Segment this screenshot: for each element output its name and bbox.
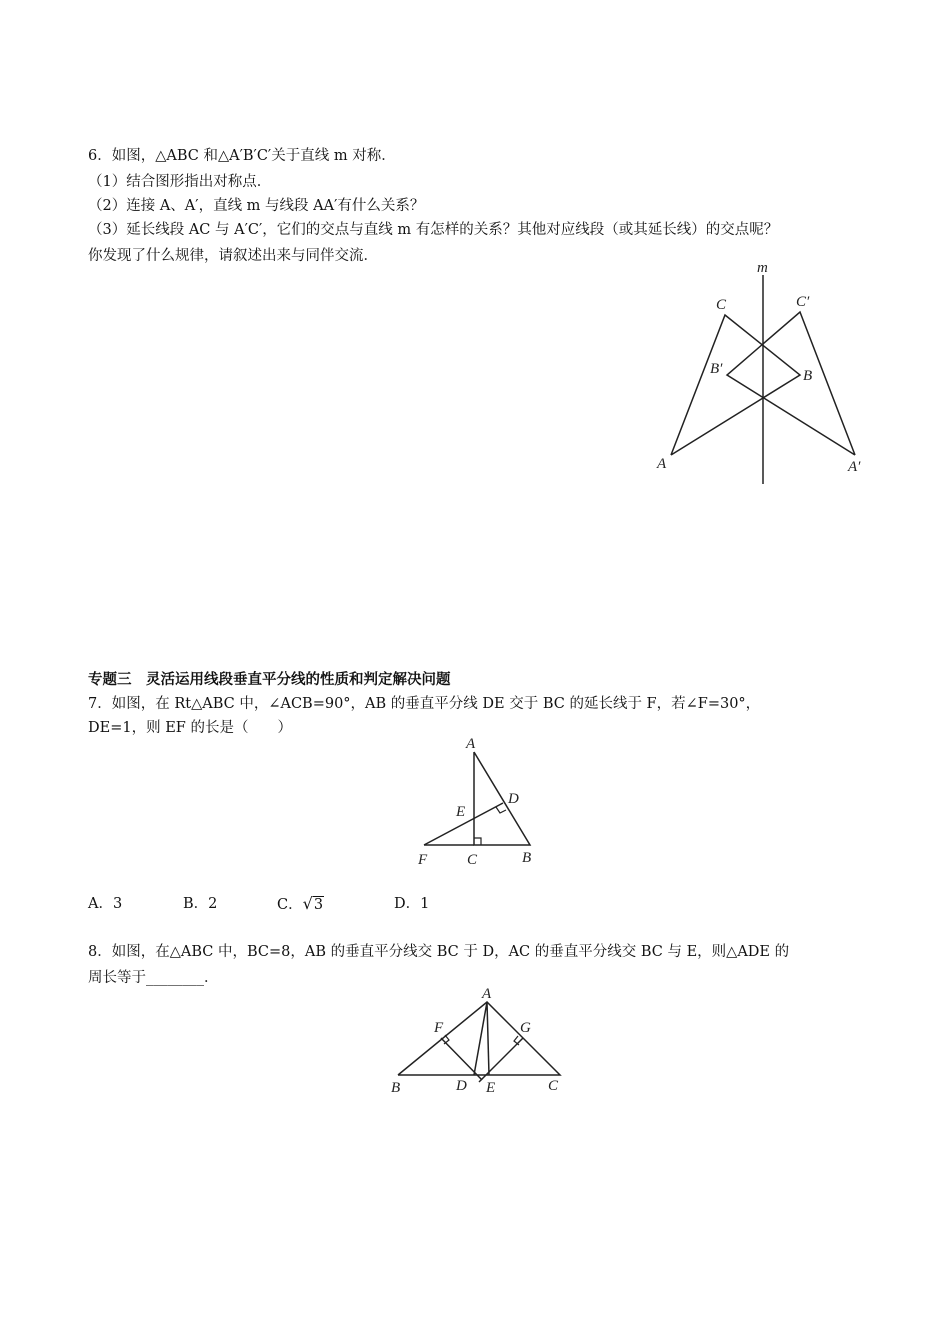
- q8-label-e: E: [486, 1080, 496, 1096]
- label-c-prime: C′: [796, 294, 810, 310]
- label-c: C: [716, 297, 727, 313]
- q7-option-d: D．1: [394, 896, 430, 912]
- q7-option-a: A．3: [88, 896, 123, 912]
- q7-stem-cont: DE=1，则 EF 的长是（ ）: [88, 720, 292, 736]
- q8-label-g: G: [520, 1020, 531, 1036]
- segment-ad: [474, 1002, 487, 1075]
- q8-label-a: A: [482, 986, 492, 1002]
- q7-label-e: E: [456, 804, 466, 820]
- label-a-prime: A′: [848, 459, 861, 475]
- q7-option-b: B．2: [183, 896, 218, 912]
- q7-label-b: B: [522, 850, 532, 866]
- q8-label-d: D: [456, 1078, 467, 1094]
- q7-label-f: F: [418, 852, 428, 868]
- q6-stem: 6．如图，△ABC 和△A′B′C′关于直线 m 对称．: [88, 148, 396, 164]
- label-b: B: [803, 368, 813, 384]
- label-b-prime: B′: [710, 361, 723, 377]
- q7-stem: 7．如图，在 Rt△ABC 中，∠ACB=90°，AB 的垂直平分线 DE 交于 BC 的延长线于 F，若∠F=30°，: [88, 696, 761, 712]
- q8-label-b: B: [391, 1080, 401, 1096]
- perp-bisector-ab: [441, 1038, 482, 1080]
- q6-part3-cont: 你发现了什么规律，请叙述出来与同伴交流．: [88, 248, 378, 264]
- topic3-heading: 专题三 灵活运用线段垂直平分线的性质和判定解决问题: [88, 672, 451, 688]
- q8-label-f: F: [434, 1020, 444, 1036]
- sqrt-radicand: 3: [313, 897, 324, 913]
- label-a: A: [657, 456, 667, 472]
- q8-stem: 8．如图，在△ABC 中，BC=8，AB 的垂直平分线交 BC 于 D，AC 的垂直平分线交 BC 与 E，则△ADE 的: [88, 944, 790, 960]
- q6-part1: （1）结合图形指出对称点．: [88, 174, 272, 190]
- label-m: m: [757, 260, 768, 276]
- q8-label-c: C: [548, 1078, 559, 1094]
- q6-part3: （3）延长线段 AC 与 A′C′，它们的交点与直线 m 有怎样的关系？其他对应线段（或其延长线）的交点呢？: [88, 222, 779, 238]
- q7-option-c-prefix: C．: [277, 897, 303, 913]
- triangle-abc-q8: [398, 1002, 560, 1075]
- q7-label-a: A: [466, 736, 476, 752]
- q7-label-d: D: [508, 791, 519, 807]
- sqrt-symbol: √3: [302, 894, 324, 913]
- segment-ae: [487, 1002, 489, 1075]
- q8-stem-cont: 周长等于________．: [88, 970, 219, 986]
- right-angle-g: [514, 1036, 519, 1045]
- q7-label-c: C: [467, 852, 478, 868]
- q6-part2: （2）连接 A、A′，直线 m 与线段 AA′有什么关系？: [88, 198, 425, 214]
